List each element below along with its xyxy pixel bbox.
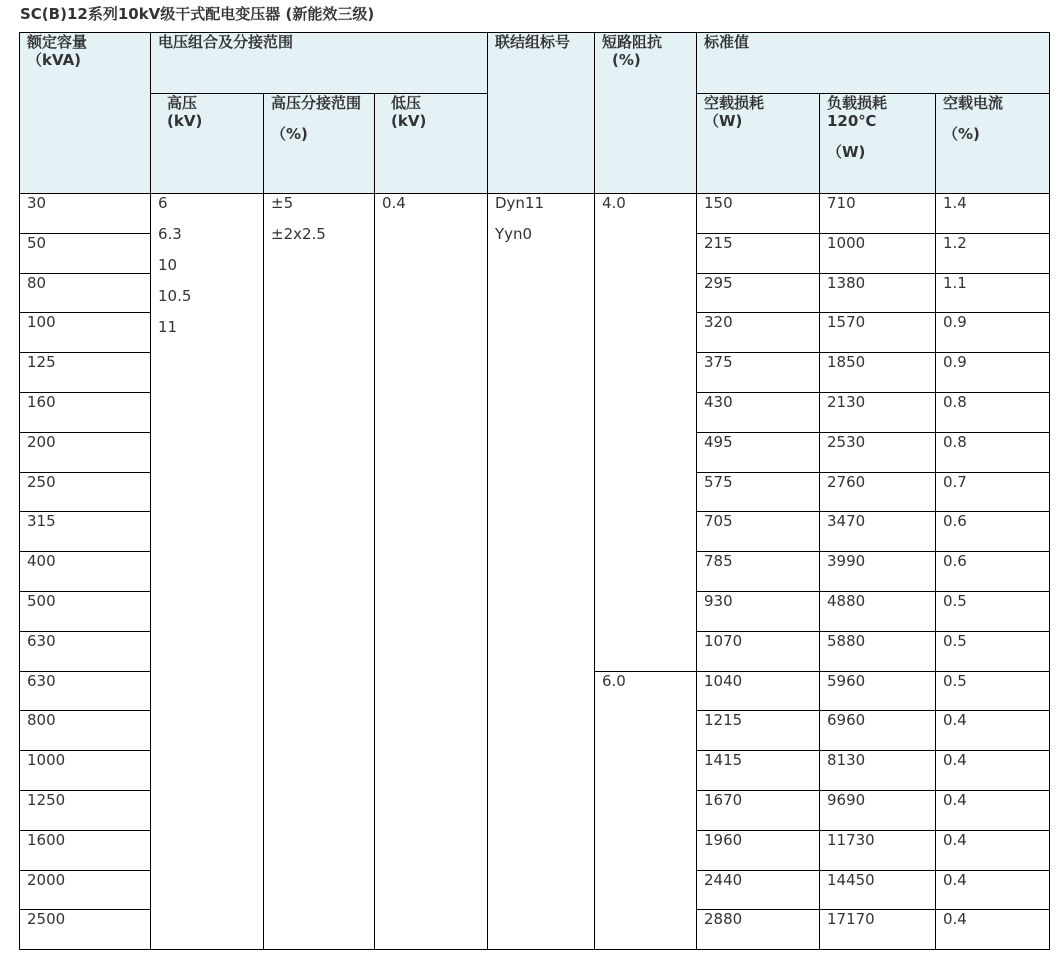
noload-current-cell: 0.9: [936, 353, 1050, 393]
load-loss-cell: 1570: [820, 313, 936, 353]
capacity-cell: 160: [20, 392, 151, 432]
capacity-cell: 50: [20, 233, 151, 273]
tap-value: ±2x2.5: [271, 225, 326, 243]
page-title: SC(B)12系列10kV级干式配电变压器 (新能效三级): [20, 5, 375, 23]
header-capacity: [20, 33, 151, 194]
capacity-cell: 250: [20, 472, 151, 512]
header-connection: 联结组标号: [488, 33, 595, 194]
connection-value: Dyn11: [495, 194, 545, 212]
capacity-cell: 2500: [20, 910, 151, 950]
load-loss-cell: 4880: [820, 591, 936, 631]
capacity-cell: 1000: [20, 751, 151, 791]
header-voltage-group: 电压组合及分接范围: [151, 33, 488, 94]
load-loss-cell: 1380: [820, 273, 936, 313]
noload-loss-cell: 295: [697, 273, 820, 313]
noload-loss-cell: 215: [697, 233, 820, 273]
header-hv-label: 高压: [167, 94, 198, 112]
header-noload-loss-unit: （W): [704, 112, 743, 130]
noload-current-cell: 0.7: [936, 472, 1050, 512]
noload-loss-cell: 930: [697, 591, 820, 631]
noload-current-cell: 0.8: [936, 432, 1050, 472]
noload-current-cell: 0.4: [936, 751, 1050, 791]
hv-value: 6.3: [158, 225, 182, 243]
header-noload-current-label: 空载电流: [943, 94, 1004, 112]
noload-loss-cell: 1215: [697, 711, 820, 751]
load-loss-cell: 5960: [820, 671, 936, 711]
load-loss-cell: 9690: [820, 790, 936, 830]
load-loss-cell: 1000: [820, 233, 936, 273]
noload-current-cell: 0.4: [936, 711, 1050, 751]
noload-loss-cell: 1070: [697, 631, 820, 671]
header-load-loss-temp: 120℃: [827, 112, 877, 130]
noload-current-cell: 0.5: [936, 671, 1050, 711]
tap-value: ±5: [271, 194, 294, 212]
hv-value: 6: [158, 194, 168, 212]
header-noload-loss-label: 空载损耗: [704, 94, 765, 112]
header-impedance: [595, 33, 697, 194]
header-hv: [151, 94, 264, 194]
noload-current-cell: 0.4: [936, 910, 1050, 950]
header-load-loss-unit: （W): [827, 143, 866, 161]
noload-current-cell: 0.4: [936, 830, 1050, 870]
noload-loss-cell: 320: [697, 313, 820, 353]
noload-loss-cell: 150: [697, 194, 820, 234]
hv-value: 10: [158, 256, 178, 274]
noload-current-cell: 0.6: [936, 552, 1050, 592]
load-loss-cell: 14450: [820, 870, 936, 910]
header-impedance-unit: (%): [612, 51, 641, 69]
capacity-cell: 400: [20, 552, 151, 592]
capacity-cell: 200: [20, 432, 151, 472]
header-lv: [375, 94, 488, 194]
hv-value: 11: [158, 318, 178, 336]
header-impedance-label: 短路阻抗: [602, 33, 663, 51]
load-loss-cell: 2130: [820, 392, 936, 432]
load-loss-cell: 2530: [820, 432, 936, 472]
load-loss-cell: 8130: [820, 751, 936, 791]
capacity-cell: 30: [20, 194, 151, 234]
load-loss-cell: 3990: [820, 552, 936, 592]
noload-loss-cell: 785: [697, 552, 820, 592]
impedance-cell: 6.0: [595, 671, 697, 950]
noload-current-cell: 1.2: [936, 233, 1050, 273]
header-tap-unit: （%): [271, 125, 308, 143]
capacity-cell: 125: [20, 353, 151, 393]
noload-current-cell: 0.4: [936, 870, 1050, 910]
load-loss-cell: 2760: [820, 472, 936, 512]
noload-loss-cell: 705: [697, 512, 820, 552]
load-loss-cell: 1850: [820, 353, 936, 393]
noload-current-cell: 0.8: [936, 392, 1050, 432]
hv-values-cell: [151, 194, 264, 950]
transformer-spec-table: [19, 32, 1050, 950]
noload-loss-cell: 375: [697, 353, 820, 393]
noload-loss-cell: 1415: [697, 751, 820, 791]
header-lv-label: 低压: [391, 94, 422, 112]
capacity-cell: 630: [20, 671, 151, 711]
noload-loss-cell: 495: [697, 432, 820, 472]
hv-value: 10.5: [158, 287, 192, 305]
header-noload-current: [936, 94, 1050, 194]
load-loss-cell: 6960: [820, 711, 936, 751]
header-standard: 标准值: [697, 33, 1050, 94]
impedance-cell: 4.0: [595, 194, 697, 672]
header-load-loss-label: 负载损耗: [827, 94, 888, 112]
noload-current-cell: 0.4: [936, 790, 1050, 830]
noload-current-cell: 0.9: [936, 313, 1050, 353]
connection-value: Yyn0: [495, 225, 533, 243]
header-load-loss: [820, 94, 936, 194]
capacity-cell: 2000: [20, 870, 151, 910]
header-tap-label: 高压分接范围: [271, 94, 362, 112]
header-hv-unit: (kV): [167, 112, 203, 130]
noload-loss-cell: 2440: [697, 870, 820, 910]
noload-current-cell: 1.1: [936, 273, 1050, 313]
header-noload-loss: [697, 94, 820, 194]
noload-current-cell: 0.6: [936, 512, 1050, 552]
tap-values-cell: [264, 194, 375, 950]
capacity-cell: 1600: [20, 830, 151, 870]
noload-loss-cell: 2880: [697, 910, 820, 950]
capacity-cell: 500: [20, 591, 151, 631]
table-row: [20, 194, 1050, 234]
connection-values-cell: [488, 194, 595, 950]
load-loss-cell: 710: [820, 194, 936, 234]
header-tap: [264, 94, 375, 194]
capacity-cell: 1250: [20, 790, 151, 830]
capacity-cell: 80: [20, 273, 151, 313]
noload-loss-cell: 1670: [697, 790, 820, 830]
noload-loss-cell: 430: [697, 392, 820, 432]
noload-loss-cell: 1040: [697, 671, 820, 711]
load-loss-cell: 3470: [820, 512, 936, 552]
lv-value-cell: 0.4: [375, 194, 488, 950]
noload-loss-cell: 1960: [697, 830, 820, 870]
capacity-cell: 100: [20, 313, 151, 353]
header-capacity-label: 额定容量: [27, 33, 88, 51]
header-noload-current-unit: （%): [943, 125, 980, 143]
capacity-cell: 800: [20, 711, 151, 751]
load-loss-cell: 11730: [820, 830, 936, 870]
noload-loss-cell: 575: [697, 472, 820, 512]
noload-current-cell: 1.4: [936, 194, 1050, 234]
capacity-cell: 630: [20, 631, 151, 671]
noload-current-cell: 0.5: [936, 631, 1050, 671]
noload-current-cell: 0.5: [936, 591, 1050, 631]
load-loss-cell: 17170: [820, 910, 936, 950]
header-lv-unit: (kV): [391, 112, 427, 130]
header-capacity-unit: （kVA): [27, 51, 82, 69]
capacity-cell: 315: [20, 512, 151, 552]
load-loss-cell: 5880: [820, 631, 936, 671]
